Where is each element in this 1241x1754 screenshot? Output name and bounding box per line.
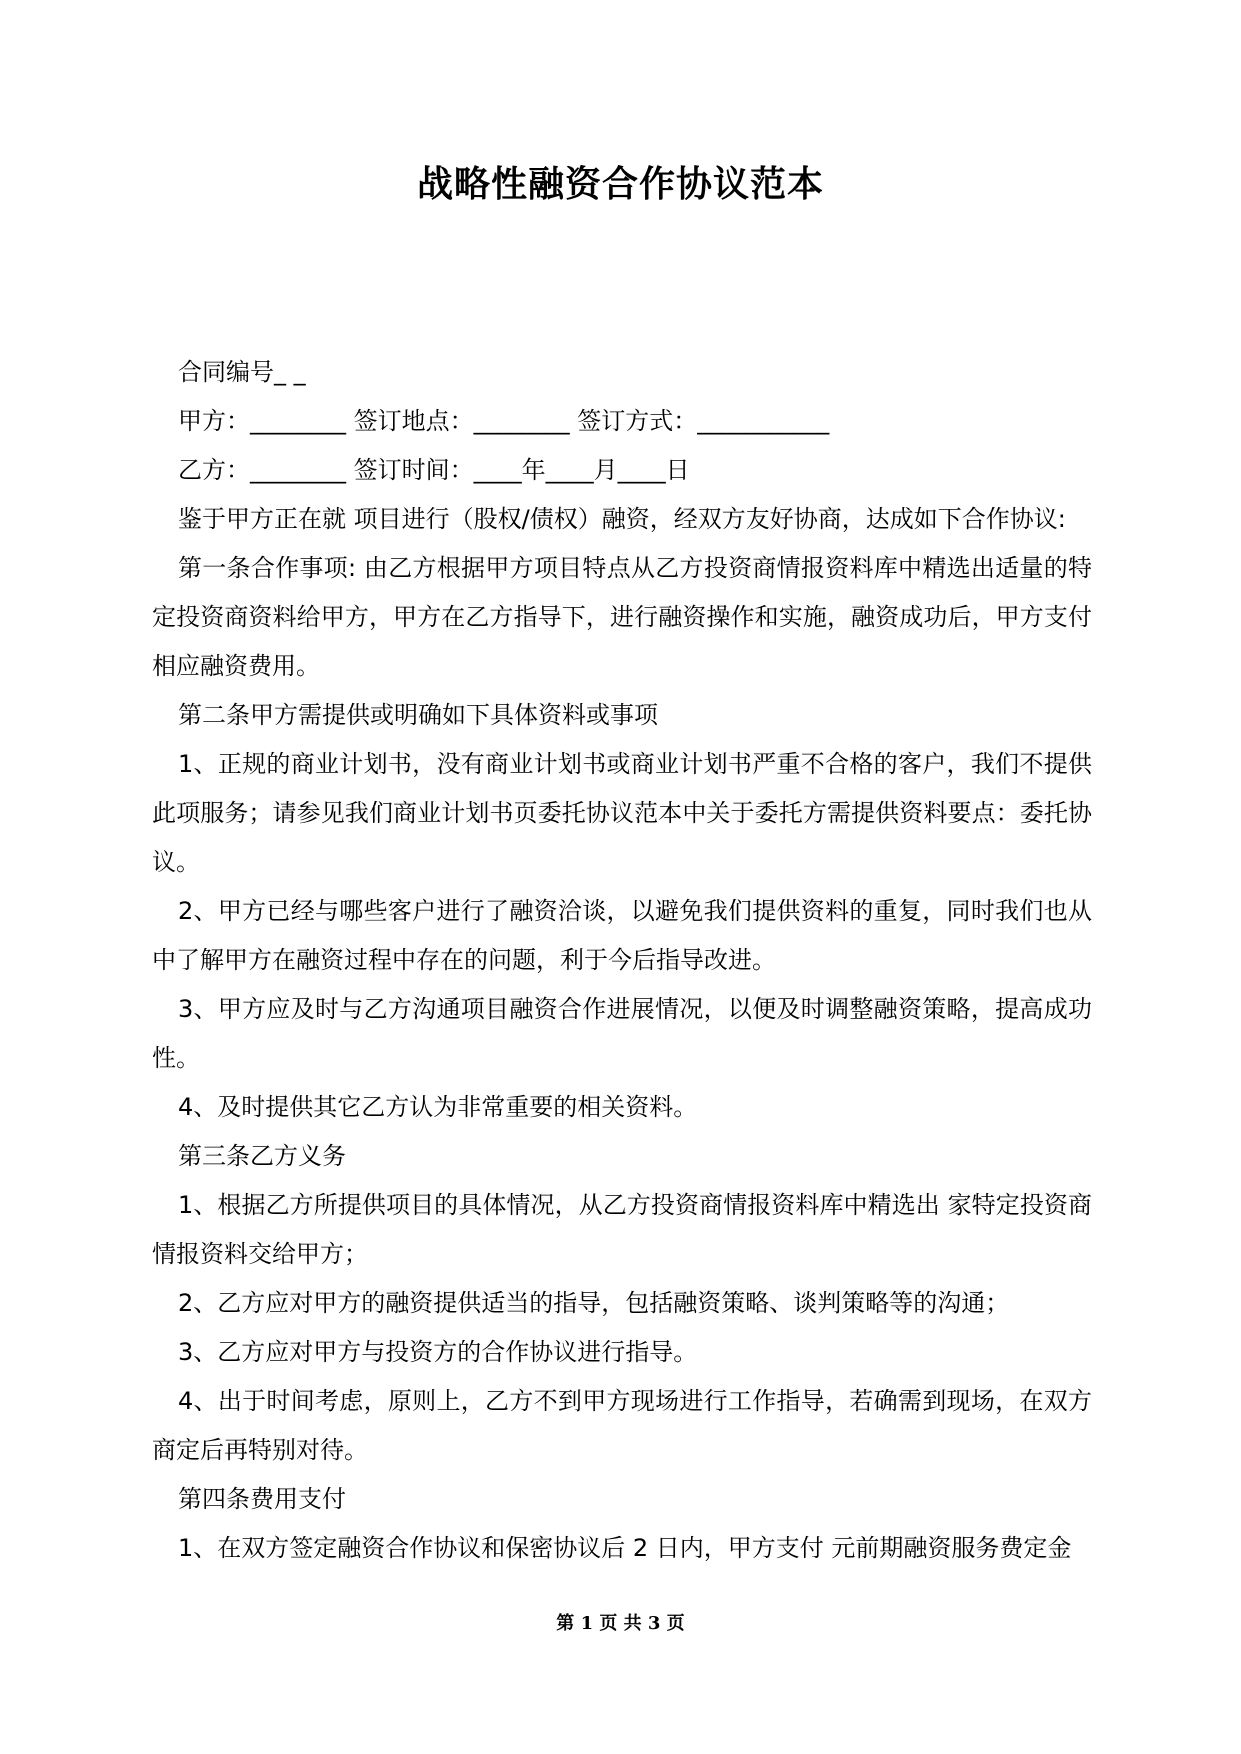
article-4-heading: 第四条费用支付 <box>178 1485 346 1513</box>
article-3-item-3: 3、乙方应对甲方与投资方的合作协议进行指导。 <box>178 1338 698 1366</box>
article-1-paragraph: 第一条合作事项: 由乙方根据甲方项目特点从乙方投资商情报资料库中精选出适量的特定投资商资料给甲方，甲方在乙方指导下，进行融资操作和实施，融资成功后，甲方支付相应融资费用。 <box>152 554 1092 680</box>
article-3-item-2: 2、乙方应对甲方的融资提供适当的指导，包括融资策略、谈判策略等的沟通； <box>178 1289 1010 1317</box>
page-number-footer: 第 1 页 共 3 页 <box>556 1613 685 1634</box>
article-3-item-1: 1、根据乙方所提供项目的具体情况，从乙方投资商情报资料库中精选出 家特定投资商情报资料交给甲方； <box>152 1191 1092 1268</box>
contract-number-line: 合同编号_ _ <box>178 358 306 386</box>
article-2-item-3: 3、甲方应及时与乙方沟通项目融资合作进展情况，以便及时调整融资策略，提高成功性。 <box>152 995 1092 1072</box>
article-2-item-4: 4、及时提供其它乙方认为非常重要的相关资料。 <box>178 1093 698 1121</box>
article-2-item-1: 1、正规的商业计划书，没有商业计划书或商业计划书严重不合格的客户，我们不提供此项服务；请参见我们商业计划书页委托协议范本中关于委托方需提供资料要点：委托协议。 <box>152 750 1092 876</box>
document-body <box>152 348 1092 1573</box>
article-3-heading: 第三条乙方义务 <box>178 1142 346 1170</box>
article-2-item-2: 2、甲方已经与哪些客户进行了融资洽谈，以避免我们提供资料的重复，同时我们也从中了解甲方在融资过程中存在的问题，利于今后指导改进。 <box>152 897 1092 974</box>
document-title: 战略性融资合作协议范本 <box>416 164 824 205</box>
party-b-line: 乙方：________ 签订时间：____年____月____日 <box>178 456 690 484</box>
article-4-item-1: 1、在双方签定融资合作协议和保密协议后 2 日内，甲方支付 元前期融资服务费定金 <box>178 1534 1072 1562</box>
preamble-paragraph: 鉴于甲方正在就 项目进行（股权/债权）融资，经双方友好协商，达成如下合作协议: <box>178 505 1066 533</box>
article-3-item-4: 4、出于时间考虑，原则上，乙方不到甲方现场进行工作指导，若确需到现场，在双方商定后再特别对待。 <box>152 1387 1092 1464</box>
article-2-heading: 第二条甲方需提供或明确如下具体资料或事项 <box>178 701 658 729</box>
party-a-line: 甲方：________ 签订地点：________ 签订方式：___________ <box>178 407 830 435</box>
